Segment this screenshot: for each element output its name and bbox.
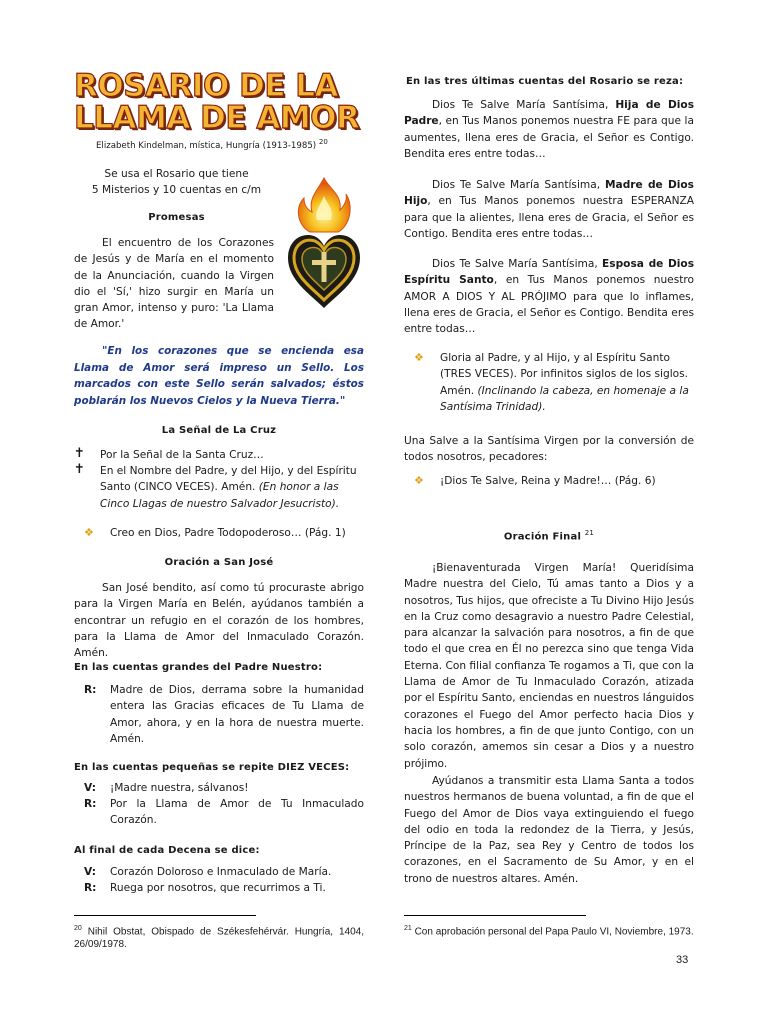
title-line-2: LLAMA DE AMOR: [74, 100, 360, 136]
gloria-text: [440, 350, 696, 415]
final-paragraph-2: Ayúdanos a transmitir esta Llama Santa a todos nuestros hermanos de buena voluntad, a fin de que el Fuego del Amor de Dios vaya extinguiendo el fuego del odio en toda la redondez de la Tierra, y Jesús, Príncipe de la Paz, sea Rey y Centro de todos los corazones, en el Sacramento de Su Amor, y en el trono de nuestros altares. Amén.: [404, 775, 694, 885]
list-item: [414, 473, 696, 489]
tres-paragraph-3: [404, 256, 694, 337]
intro: [74, 166, 279, 199]
senal-item-2-text: En el Nombre del Padre, y del Hijo, y del Espíritu Santo (CINCO VECES). Amén.: [100, 465, 357, 494]
footnote-21: [404, 922, 694, 938]
list-item: [74, 682, 364, 748]
diamond-bullet-icon: ❖: [414, 474, 424, 487]
tres-p1-start: Dios Te Salve María Santísima,: [432, 99, 609, 111]
footnote-20: [74, 922, 364, 951]
response-marker: R:: [84, 684, 97, 696]
diamond-bullet-icon: ❖: [414, 351, 424, 364]
jose-heading: Oración a San José: [164, 557, 274, 568]
title-line-1: ROSARIO DE LA: [74, 68, 339, 104]
final-heading-ref: 21: [584, 529, 595, 537]
page-number: 33: [676, 954, 689, 966]
decena-v-text: Corazón Doloroso e Inmaculado de María.: [110, 866, 332, 878]
tres-p2-bold: Madre de Dios Hijo: [404, 179, 694, 208]
list-item: [74, 780, 364, 796]
tres-paragraph-1: [404, 97, 694, 162]
footnote-rule: [404, 915, 586, 916]
decena-heading: Al final de cada Decena se dice:: [74, 845, 260, 856]
tres-p1-bold: Hija de Dios Padre: [404, 99, 694, 128]
diamond-bullet-icon: ❖: [84, 526, 94, 539]
gloria-note: (Inclinando la cabeza, en homenaje a la Santísima Trinidad).: [440, 384, 689, 413]
senal-item-1: Por la Señal de la Santa Cruz…: [100, 449, 264, 461]
footnote-21-ref: 21: [404, 925, 412, 932]
tres-p3-end: , en Tus Manos ponemos nuestro AMOR A DIOS Y AL PRÓJIMO para que lo inflames, llena eres de Gracia, el Señor es Contigo. Bendita eres entre todas…: [404, 274, 694, 336]
creo-text: Creo en Dios, Padre Todopoderoso… (Pág. 1): [110, 527, 346, 539]
pequenas-heading: En las cuentas pequeñas se repite DIEZ VECES:: [74, 762, 350, 773]
jose-text: San José bendito, así como tú procuraste abrigo para la Virgen María en Belén, ayúdanos también a encontrar un refugio en el corazón de los hombres, para la Llama de Amor del Inmaculado Corazón. Amén.: [74, 582, 364, 660]
flaming-heart-icon: [284, 176, 364, 316]
cross-icon: ✝: [74, 462, 85, 477]
promesas-text: El encuentro de los Corazones de Jesús y de María en el momento de la Anunciación, cuando la Virgen dio el 'Sí,' hizo surgir en María un gran Amor, intenso y puro: 'La Llama de Amor.': [74, 237, 274, 331]
senal-item-2: [100, 463, 364, 512]
tres-p3-start: Dios Te Salve María Santísima,: [432, 258, 598, 270]
footnote-20-ref: 20: [74, 925, 82, 932]
pequenas-r-text: Por la Llama de Amor de Tu Inmaculado Corazón.: [110, 798, 364, 827]
senal-item-2-note: (En honor a las Cinco Llagas de nuestro Salvador Jesucristo).: [100, 481, 340, 510]
footnote-rule: [74, 915, 256, 916]
versicle-marker: V:: [84, 782, 96, 794]
gloria-main: Gloria al Padre, y al Hijo, y al Espíritu Santo (TRES VECES). Por infinitos siglos de los siglos. Amén.: [440, 352, 689, 397]
tres-p2-end: , en Tus Manos ponemos nuestra ESPERANZA para que la alientes, llena eres de Gracia, el Señor es Contigo. Bendita eres entre todas…: [404, 195, 694, 240]
list-item: [74, 447, 364, 463]
cross-icon: ✝: [74, 446, 85, 461]
list-item: [74, 864, 364, 880]
byline: [96, 138, 366, 151]
response-marker: R:: [84, 882, 97, 894]
grandes-heading: En las cuentas grandes del Padre Nuestro:: [74, 662, 323, 673]
footnote-20-text: Nihil Obstat, Obispado de Székesfehérvár. Hungría, 1404, 26/09/1978.: [74, 926, 364, 951]
footnote-21-text: Con aprobación personal del Papa Paulo VI, Noviembre, 1973.: [414, 926, 694, 938]
promesas-quote: "En los corazones que se encienda esa Llama de Amor será impreso un Sello. Los marcados con este Sello serán salvados; éstos poblarán los Nuevos Cielos y la Nueva Tierra.": [74, 345, 364, 407]
tres-paragraph-2: [404, 177, 694, 242]
list-item: [84, 525, 364, 541]
flaming-heart-emblem: [284, 176, 364, 316]
list-item: [74, 796, 364, 830]
salve-item: ¡Dios Te Salve, Reina y Madre!… (Pág. 6): [440, 475, 656, 487]
final-paragraph-1: ¡Bienaventurada Virgen María! Queridísima Madre nuestra del Cielo, Tú amas tanto a Dios y a nosotros, Tus hijos, que ofreciste a Tu Divino Hijo Jesús en la Cruz como desagravio a nuestro Padre Celestial, para alcanzar la salvación para nosotros, a fin de que todo el que crea en Él no perezca sino que tenga Vida Eterna. Con filial confianza Te rogamos a Ti, que con la Llama de Amor de Tu Inmaculado Corazón, atizada por el Espíritu Santo, enciendas en nuestros lánguidos corazones el Fuego del Amor perfecto hacia Dios y hacia los hombres, a fin de que junto Contigo, con un solo corazón, amemos sin cesar a Dios y a nuestro prójimo.: [404, 562, 695, 770]
pequenas-v-text: ¡Madre nuestra, sálvanos!: [110, 782, 249, 794]
list-item: [74, 880, 364, 896]
response-marker: R:: [84, 798, 97, 810]
grandes-text: Madre de Dios, derrama sobre la humanidad entera las Gracias eficaces de Tu Llama de Amor, ahora, y en la hora de nuestra muerte. Amén.: [110, 684, 364, 745]
versicle-marker: V:: [84, 866, 96, 878]
salve-intro: Una Salve a la Santísima Virgen por la conversión de todos nosotros, pecadores:: [404, 435, 694, 464]
final-heading: [404, 529, 694, 542]
list-item: [74, 463, 364, 513]
byline-footnote-ref: 20: [318, 138, 328, 146]
byline-text: Elizabeth Kindelman, mística, Hungría (1913-1985): [96, 140, 317, 151]
tres-p2-start: Dios Te Salve María Santísima,: [432, 179, 601, 191]
tres-p1-end: , en Tus Manos ponemos nuestra FE para que la aumentes, llena eres de Gracia, el Señor es Contigo. Bendita eres entre todas…: [404, 115, 694, 160]
tres-heading: En las tres últimas cuentas del Rosario se reza:: [406, 76, 684, 87]
senal-heading: La Señal de La Cruz: [161, 425, 277, 436]
decena-r-text: Ruega por nosotros, que recurrimos a Ti.: [110, 882, 326, 894]
promesas-heading: Promesas: [148, 212, 205, 223]
tres-p3-bold: Esposa de Dios Espíritu Santo: [404, 258, 695, 287]
intro-line-1: Se usa el Rosario que tiene: [104, 168, 249, 180]
list-item: [414, 350, 696, 416]
final-heading-text: Oración Final: [503, 531, 582, 543]
intro-line-2: 5 Misterios y 10 cuentas en c/m: [91, 184, 262, 197]
